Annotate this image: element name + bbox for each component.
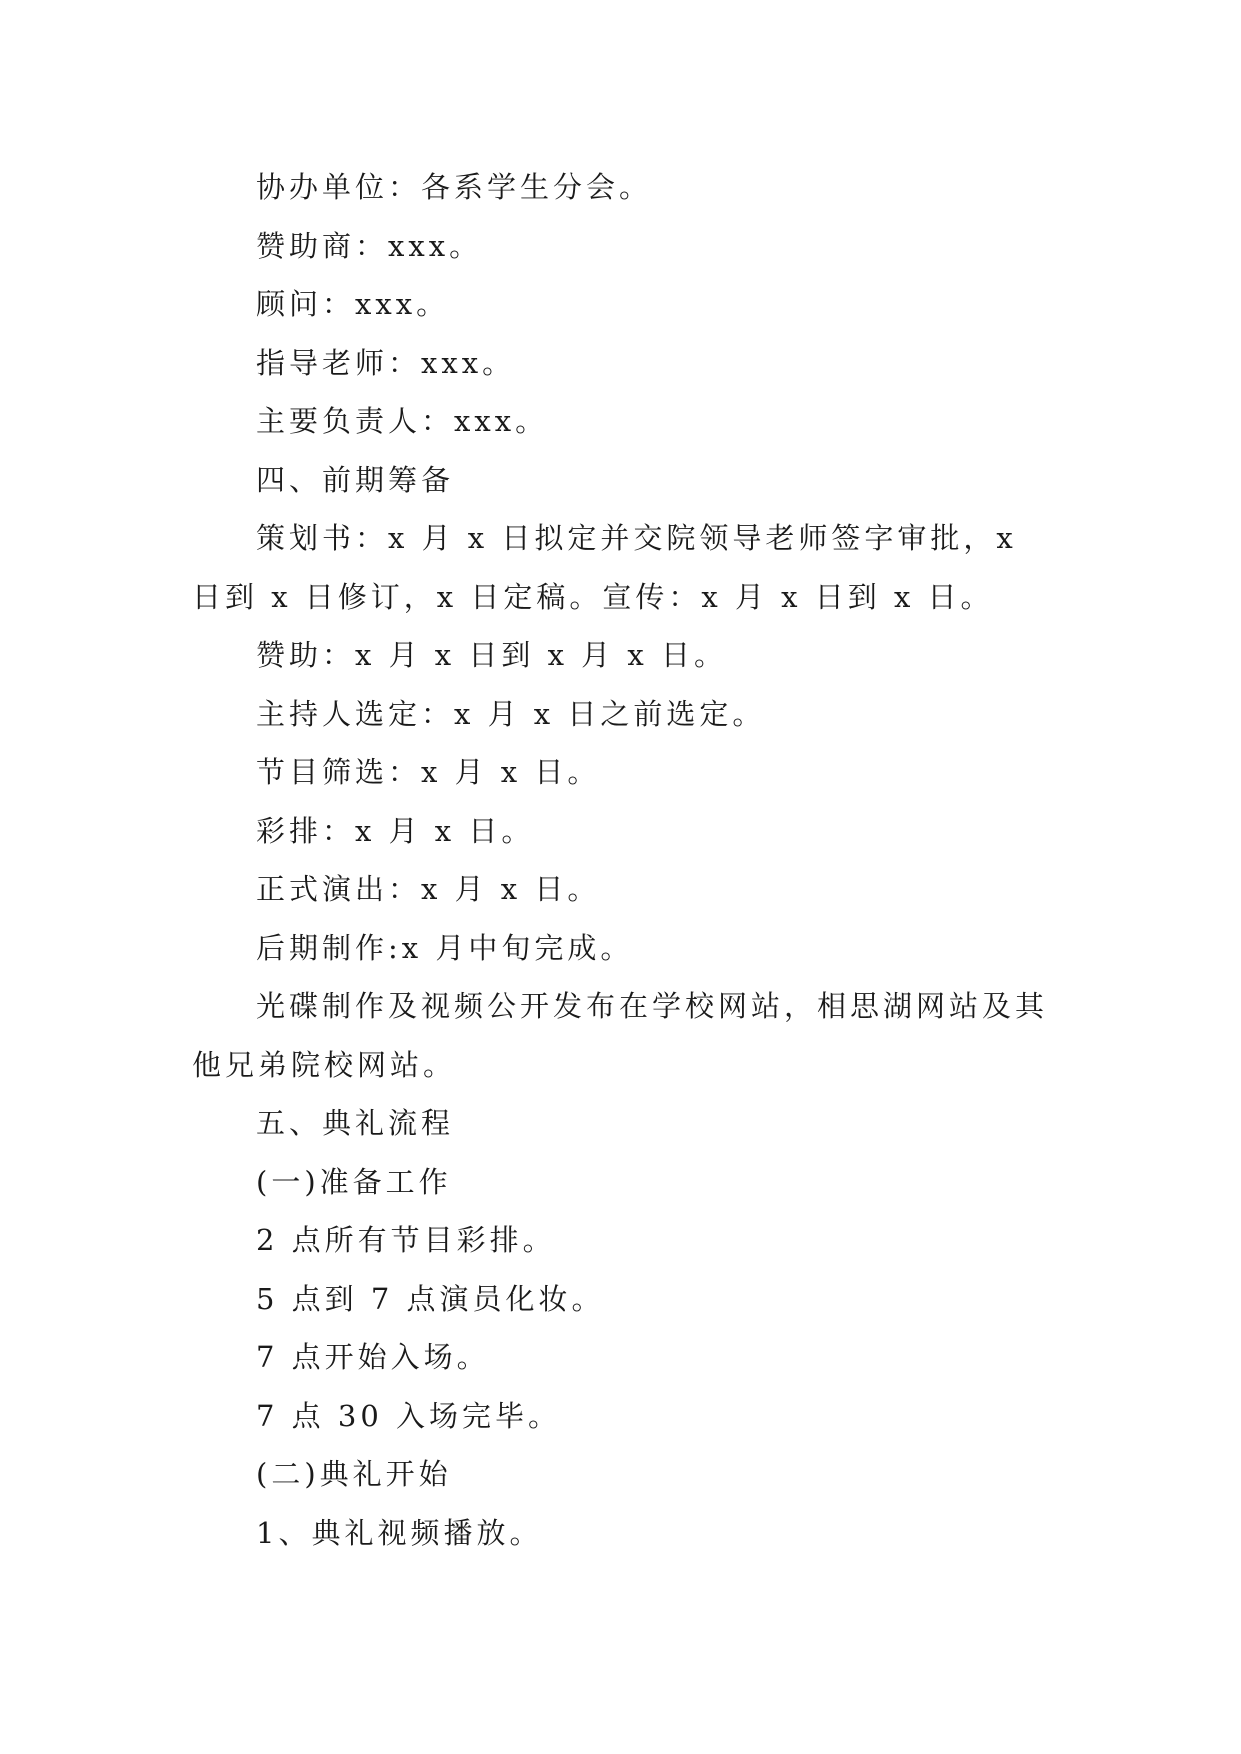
paragraph-advisor: 顾问：xxx。	[256, 287, 450, 321]
paragraph-rehearsal: 彩排：x 月 x 日。	[256, 813, 535, 848]
subsection-heading-preparation-work: (一)准备工作	[256, 1164, 452, 1199]
paragraph-sponsorship: 赞助：x 月 x 日到 x 月 x 日。	[256, 638, 727, 672]
paragraph-post-production: 后期制作:x 月中旬完成。	[256, 930, 634, 965]
section-heading-ceremony-flow: 五、典礼流程	[256, 1106, 455, 1140]
paragraph-instructor: 指导老师：xxx。	[256, 345, 516, 380]
document-body	[192, 158, 1062, 1562]
paragraph-host-selection: 主持人选定：x 月 x 日之前选定。	[256, 696, 766, 731]
paragraph-lead: 主要负责人：xxx。	[256, 404, 549, 438]
section-heading-preparation: 四、前期筹备	[256, 462, 455, 497]
paragraph-entry-start: 7 点开始入场。	[256, 1340, 490, 1374]
paragraph-entry-complete: 7 点 30 入场完毕。	[256, 1398, 562, 1433]
paragraph-performance: 正式演出：x 月 x 日。	[256, 872, 601, 906]
subsection-heading-ceremony-start: (二)典礼开始	[256, 1457, 452, 1491]
paragraph-video-play: 1、典礼视频播放。	[256, 1515, 543, 1550]
paragraph-makeup-time: 5 点到 7 点演员化妆。	[256, 1281, 605, 1316]
paragraph-program-screening: 节目筛选：x 月 x 日。	[256, 755, 601, 789]
paragraph-disc-and-video: 光碟制作及视频公开发布在学校网站，相思湖网站及其他兄弟院校网站。	[192, 989, 1049, 1082]
paragraph-rehearsal-time: 2 点所有节目彩排。	[256, 1223, 556, 1257]
paragraph-co-organizer: 协办单位：各系学生分会。	[256, 170, 653, 204]
paragraph-sponsor: 赞助商：xxx。	[256, 228, 483, 263]
paragraph-plan-and-publicity: 策划书：x 月 x 日拟定并交院领导老师签字审批，x 日到 x 日修订，x 日定稿。宣传：x 月 x 日到 x 日。	[192, 521, 1017, 614]
